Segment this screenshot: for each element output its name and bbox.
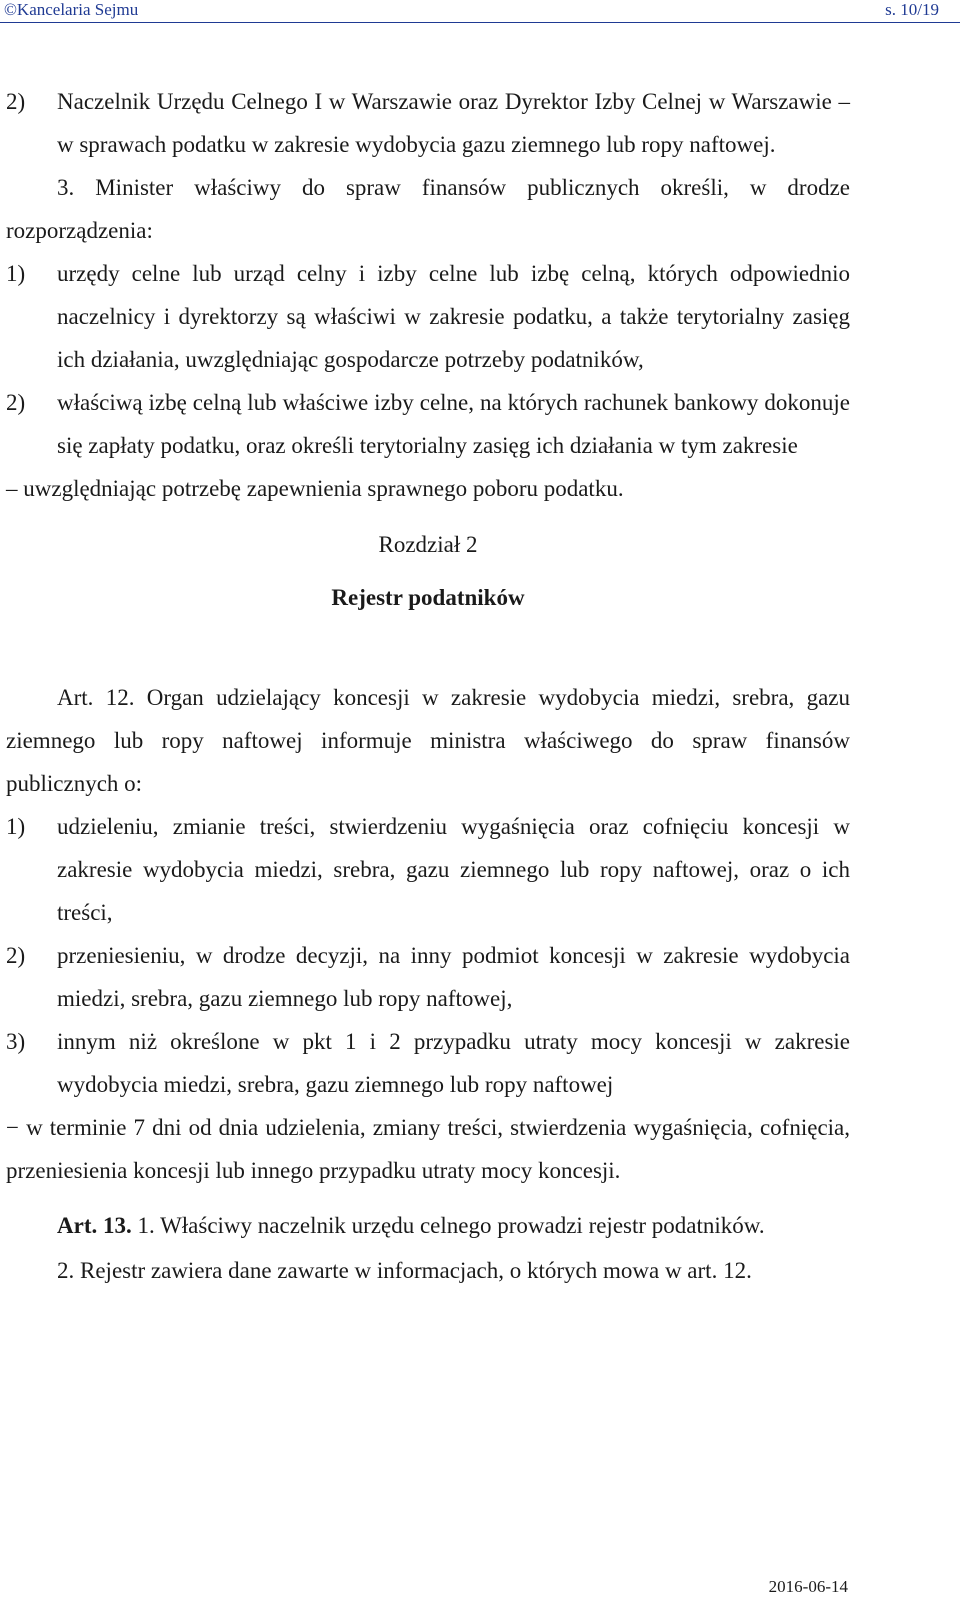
header-page-number: s. 10/19 bbox=[885, 0, 939, 19]
article-13-text: 1. Właściwy naczelnik urzędu celnego prowadzi rejestr podatników. bbox=[137, 1213, 765, 1238]
list-item bbox=[6, 1020, 850, 1106]
page-header bbox=[0, 0, 960, 23]
item-text: Naczelnik Urzędu Celnego I w Warszawie oraz Dyrektor Izby Celnej w Warszawie – w sprawach podatku w zakresie wydobycia gazu ziemnego lub ropy naftowej. bbox=[57, 89, 850, 157]
paragraph: 3. Minister właściwy do spraw finansów publicznych określi, w drodze rozporządzenia: bbox=[6, 175, 850, 243]
list-item bbox=[6, 805, 850, 934]
item-number: 1) bbox=[6, 261, 26, 286]
article-13-label: Art. 13. bbox=[57, 1213, 132, 1238]
item-text: innym niż określone w pkt 1 i 2 przypadku utraty mocy koncesji w zakresie wydobycia miedzi, srebra, gazu ziemnego lub ropy naftowej bbox=[57, 1029, 850, 1097]
item-text: urzędy celne lub urząd celny i izby celne lub izbę celną, których odpowiednio naczelnicy i dyrektorzy są właściwi w zakresie podatku, a także terytorialny zasięg ich działania, uwzględniając gospodarcze potrzeby podatników, bbox=[57, 261, 850, 372]
list-item bbox=[6, 80, 850, 166]
document-body bbox=[6, 80, 850, 1292]
chapter-label: Rozdział 2 bbox=[378, 532, 478, 557]
item-number: 2) bbox=[6, 390, 26, 415]
list-item bbox=[6, 252, 850, 381]
closing-text: − w terminie 7 dni od dnia udzielenia, zmiany treści, stwierdzenia wygaśnięcia, cofnięcia, przeniesienia koncesji lub innego przypadku utraty mocy koncesji. bbox=[6, 1115, 850, 1183]
article-13-para-2: 2. Rejestr zawiera dane zawarte w informacjach, o których mowa w art. 12. bbox=[57, 1258, 752, 1283]
item-text: właściwą izbę celną lub właściwe izby celne, na których rachunek bankowy dokonuje się zapłaty podatku, oraz określi terytorialny zasięg ich działania w tym zakresie bbox=[57, 390, 850, 458]
article-13-para-1 bbox=[57, 1204, 850, 1247]
list-item bbox=[6, 934, 850, 1020]
item-number: 2) bbox=[6, 943, 26, 968]
header-source: ©Kancelaria Sejmu bbox=[4, 0, 139, 19]
closing-text: – uwzględniając potrzebę zapewnienia sprawnego poboru podatku. bbox=[6, 476, 624, 501]
item-number: 1) bbox=[6, 814, 26, 839]
item-text: przeniesieniu, w drodze decyzji, na inny podmiot koncesji w zakresie wydobycia miedzi, srebra, gazu ziemnego lub ropy naftowej, bbox=[57, 943, 850, 1011]
item-text: udzieleniu, zmianie treści, stwierdzeniu wygaśnięcia oraz cofnięciu koncesji w zakresie wydobycia miedzi, srebra, gazu ziemnego lub ropy naftowej, oraz o ich treści, bbox=[57, 814, 850, 925]
item-number: 2) bbox=[6, 89, 26, 114]
item-number: 3) bbox=[6, 1029, 26, 1054]
list-item bbox=[6, 381, 850, 467]
footer-date: 2016-06-14 bbox=[768, 1577, 848, 1596]
article-12-intro: Art. 12. Organ udzielający koncesji w zakresie wydobycia miedzi, srebra, gazu ziemnego lub ropy naftowej informuje ministra właściwego do spraw finansów publicznych o: bbox=[6, 685, 850, 796]
chapter-title: Rejestr podatników bbox=[331, 585, 525, 610]
